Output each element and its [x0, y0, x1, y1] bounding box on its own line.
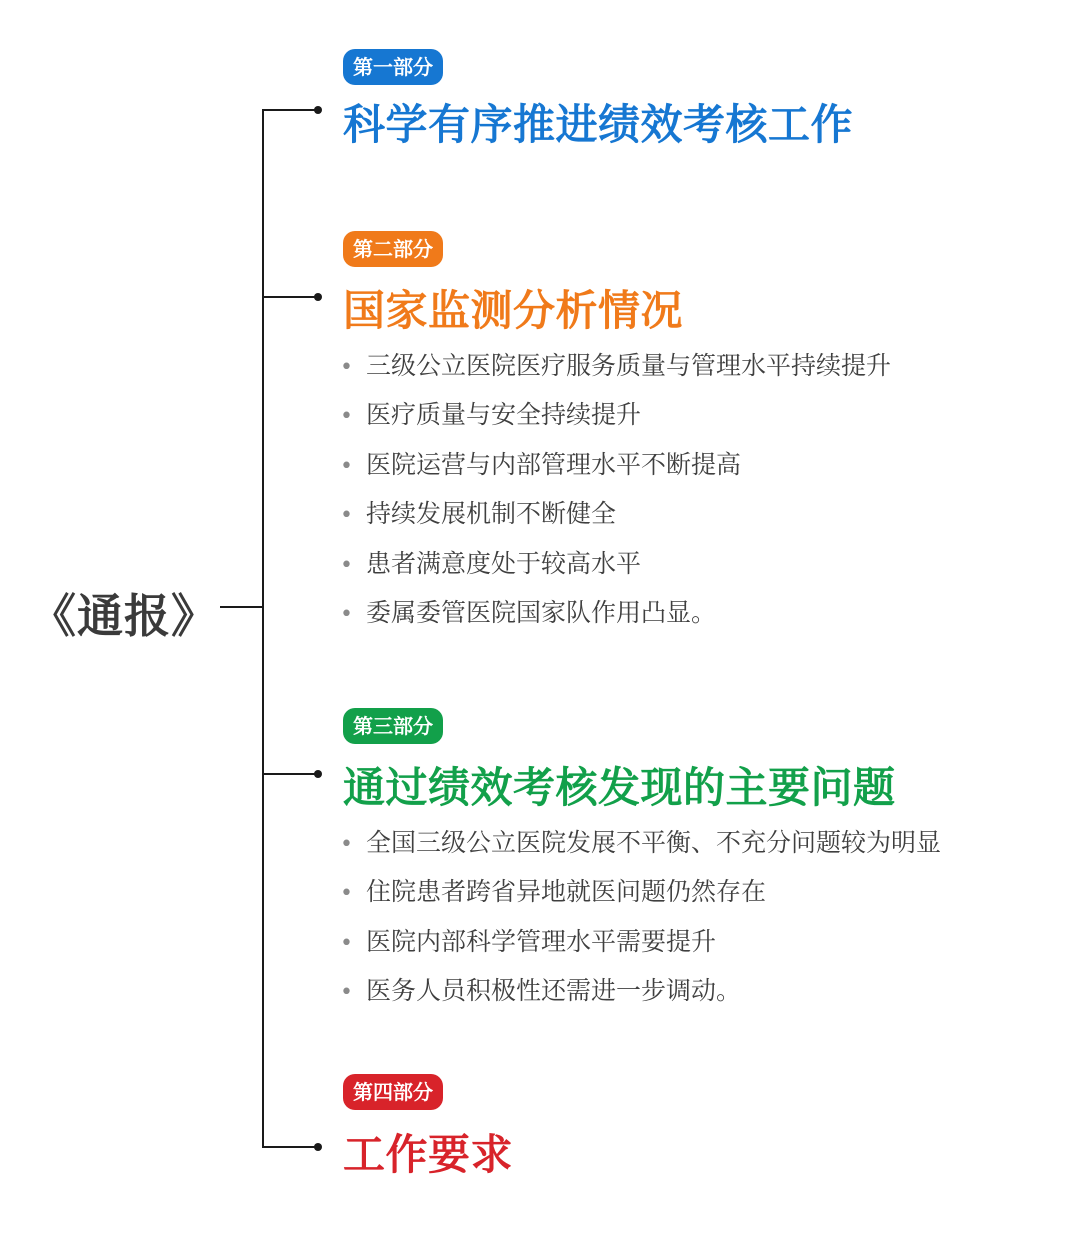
branch-line-part2	[262, 296, 318, 298]
part1-badge: 第一部分	[343, 49, 443, 85]
list-item	[340, 966, 941, 1015]
branch-dot-part1	[314, 106, 322, 114]
part4-title: 工作要求	[343, 1130, 514, 1179]
bullet-icon: •	[340, 980, 353, 1006]
branch-dot-part3	[314, 770, 322, 778]
part2-list	[340, 341, 891, 637]
bullet-icon: •	[340, 552, 353, 578]
branch-dot-part2	[314, 293, 322, 301]
list-item	[340, 867, 941, 916]
bullet-icon: •	[340, 881, 353, 907]
list-item-text: 三级公立医院医疗服务质量与管理水平持续提升	[366, 351, 892, 380]
bullet-icon: •	[340, 453, 353, 479]
list-item	[340, 539, 891, 588]
list-item-text: 患者满意度处于较高水平	[366, 548, 642, 578]
bullet-icon: •	[340, 503, 353, 529]
list-item	[340, 588, 891, 637]
list-item-text: 委属委管医院国家队作用凸显。	[366, 597, 717, 627]
bullet-icon: •	[340, 832, 353, 857]
bullet-icon: •	[340, 355, 353, 380]
bullet-icon: •	[340, 404, 353, 430]
list-item	[340, 390, 891, 439]
list-item-text: 医疗质量与安全持续提升	[366, 400, 642, 430]
list-item-text: 住院患者跨省异地就医问题仍然存在	[366, 877, 767, 907]
part2-title: 国家监测分析情况	[343, 286, 684, 335]
list-item	[340, 440, 891, 489]
list-item-text: 医院运营与内部管理水平不断提高	[366, 449, 742, 479]
branch-line-part4	[262, 1146, 318, 1148]
list-item-text: 全国三级公立医院发展不平衡、不充分问题较为明显	[366, 828, 942, 857]
list-item-text: 医务人员积极性还需进一步调动。	[366, 976, 742, 1006]
trunk-line	[262, 109, 264, 1148]
list-item	[340, 489, 891, 538]
part3-list	[340, 818, 941, 1016]
list-item-text: 医院内部科学管理水平需要提升	[366, 926, 717, 956]
bullet-icon: •	[340, 601, 353, 627]
root-connector-line	[220, 606, 264, 608]
part3-title: 通过绩效考核发现的主要问题	[343, 763, 896, 812]
root-label: 《通报》	[30, 589, 218, 643]
part3-badge: 第三部分	[343, 708, 443, 744]
bullet-icon: •	[340, 930, 353, 956]
branch-line-part3	[262, 773, 318, 775]
list-item	[340, 341, 891, 390]
list-item-text: 持续发展机制不断健全	[366, 499, 617, 529]
part2-badge: 第二部分	[343, 231, 443, 267]
part4-badge: 第四部分	[343, 1074, 443, 1110]
list-item	[340, 917, 941, 966]
branch-line-part1	[262, 109, 318, 111]
branch-dot-part4	[314, 1143, 322, 1151]
list-item	[340, 818, 941, 867]
part1-title: 科学有序推进绩效考核工作	[343, 100, 854, 149]
